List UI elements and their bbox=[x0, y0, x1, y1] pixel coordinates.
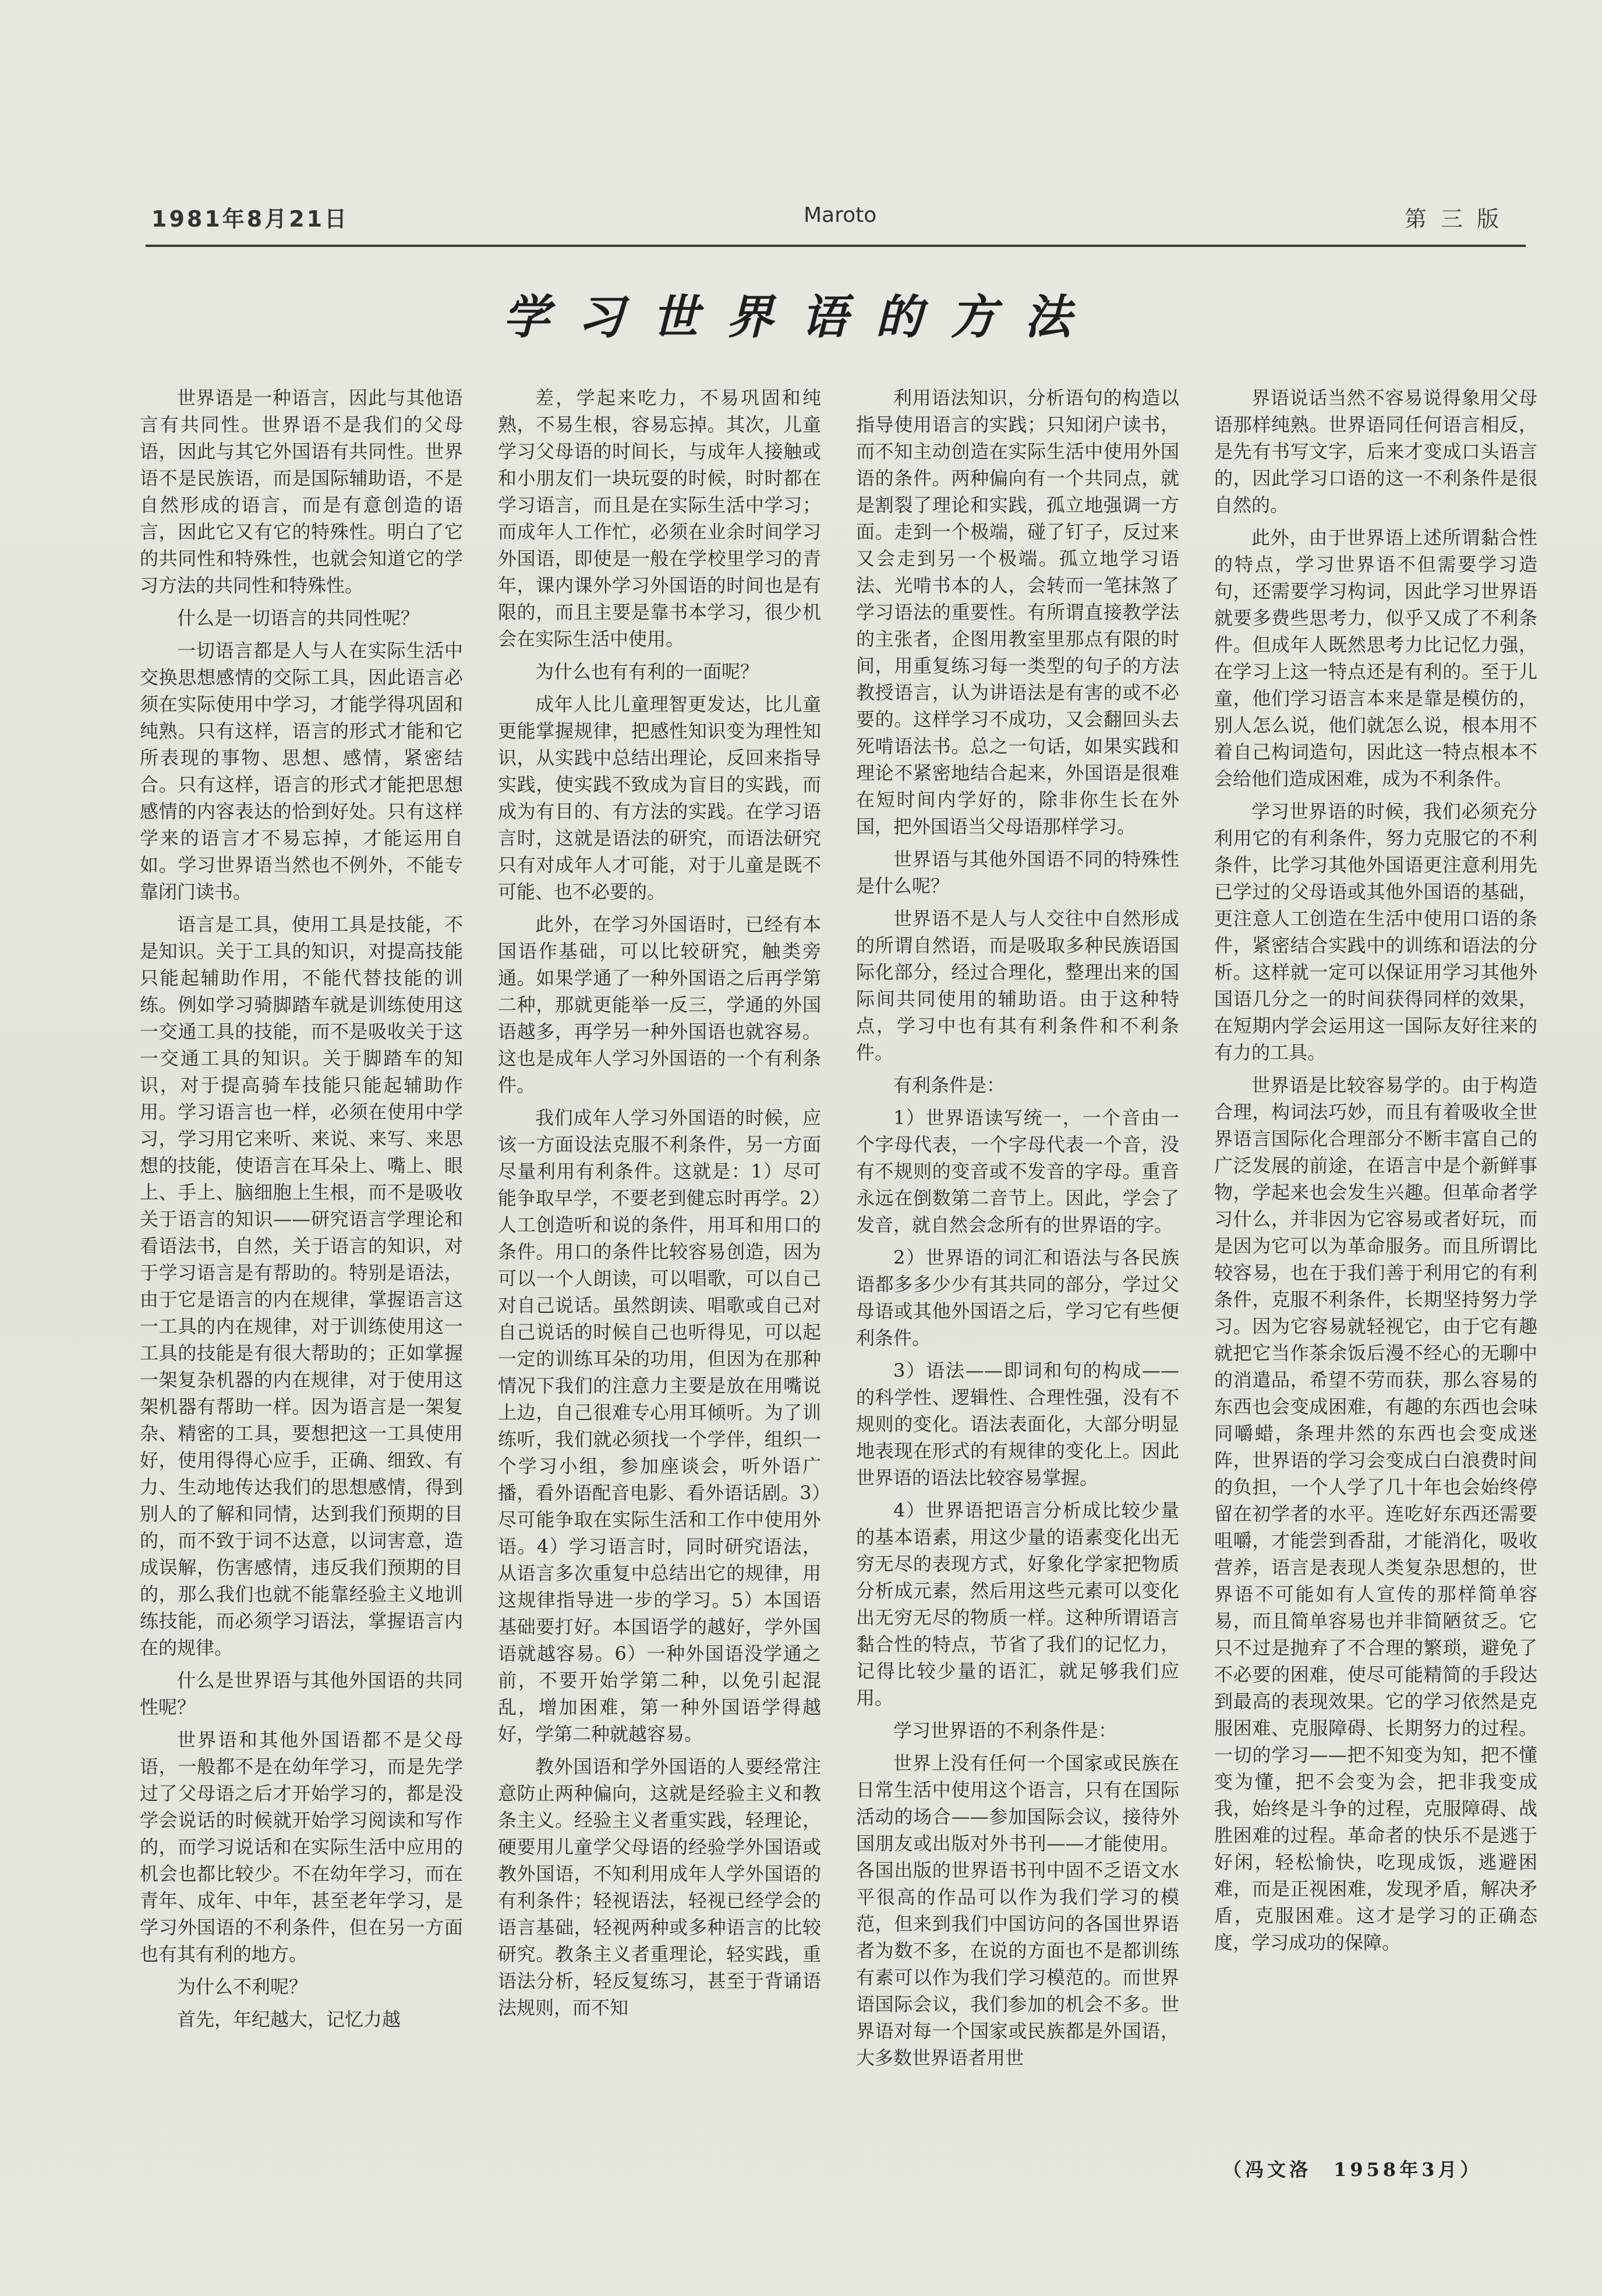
article-paragraph: 有利条件是： bbox=[893, 1074, 1006, 1096]
article-column-3 bbox=[856, 384, 1179, 2155]
article-byline: （冯文洛 1958年3月） bbox=[1223, 2159, 1483, 2181]
article-paragraph: 教外国语和学外国语的人要经常注意防止两种偏向，这就是经验主义和教条主义。经验主义者重实践，轻理论，硬要用儿童学父母语的经验学外国语或教外国语，不知利用成年人学外国语的有利条件；轻视语法，轻视已经学会的语言基础，轻视两种或多种语言的比较研究。教条主义者重理论，轻实践，重语法分析，轻反复练习，甚至于背诵语法规则，而不知 bbox=[498, 1755, 821, 2019]
article-paragraph: 世界语和其他外国语都不是父母语，一般都不是在幼年学习，而是先学过了父母语之后才开始学习的，都是没学会说话的时候就开始学习阅读和写作的，而学习说话和在实际生活中应用的机会也都比较少。不在幼年学习，而在青年、成年、中年，甚至老年学习，是学习外国语的不利条件，但在另一方面也有其有利的地方。 bbox=[140, 1729, 463, 1965]
article-column-4 bbox=[1214, 384, 1537, 2155]
article-paragraph: 3）语法——即词和句的构成——的科学性、逻辑性、合理性强，没有不规则的变化。语法表面化，大部分明显地表现在形式的有规律的变化上。因此世界语的语法比较容易掌握。 bbox=[856, 1359, 1179, 1489]
article-headline: 学习世界语的方法 bbox=[503, 290, 1099, 344]
article-paragraph: 界语说话当然不容易说得象用父母语那样纯熟。世界语同任何语言相反，是先有书写文字，后来才变成口头语言的，因此学习口语的这一不利条件是很自然的。 bbox=[1214, 387, 1537, 516]
article-paragraph: 4）世界语把语言分析成比较少量的基本语素，用这少量的语素变化出无穷无尽的表现方式，好象化学家把物质分析成元素，然后用这些元素可以变化出无穷无尽的物质一样。这种所谓语言黏合性的特点，节省了我们的记忆力，记得比较少量的语汇，就足够我们应用。 bbox=[856, 1499, 1179, 1709]
article-paragraph: 一切语言都是人与人在实际生活中交换思想感情的交际工具，因此语言必须在实际使用中学习，才能学得巩固和纯熟。只有这样，语言的形式才能和它所表现的事物、思想、感情，紧密结合。只有这样，语言的形式才能把思想感情的内容表达的恰到好处。只有这样学来的语言才不易忘掉，才能运用自如。学习世界语当然也不例外，不能专靠闭门读书。 bbox=[140, 640, 463, 903]
masthead-rule bbox=[146, 245, 1526, 247]
article-paragraph: 成年人比儿童理智更发达，比儿童更能掌握规律，把感性知识变为理性知识，从实践中总结出理论，反回来指导实践，使实践不致成为盲目的实践，而成为有目的、有方法的实践。在学习语言时，这就是语法的研究，而语法研究只有对成年人才可能，对于儿童是既不可能、也不必要的。 bbox=[498, 693, 821, 903]
article-paragraph: 世界语是比较容易学的。由于构造合理，构词法巧妙，而且有着吸收全世界语言国际化合理部分不断丰富自己的广泛发展的前途，在语言中是个新鲜事物，学起来也会发生兴趣。但革命者学习什么，并非因为它容易或者好玩，而是因为它可以为革命服务。而且所谓比较容易，也在于我们善于利用它的有利条件，克服不利条件，长期坚持努力学习。因为它容易就轻视它，由于它有趣就把它当作茶余饭后漫不经心的无聊中的消遣品，希望不劳而获，那么容易的东西也会变成困难，有趣的东西也会味同嚼蜡，条理井然的东西也会变成迷阵，世界语的学习会变成白白浪费时间的负担，一个人学了几十年也会始终停留在初学者的水平。连吃好东西还需要咀嚼，才能尝到香甜，才能消化，吸收营养，语言是表现人类复杂思想的，世界语不可能如有人宣传的那样简单容易，而且简单容易也并非简陋贫乏。它只不过是抛弃了不合理的繁琐，避免了不必要的困难，使尽可能精简的手段达到最高的表现效果。它的学习依然是克服困难、克服障碍、长期努力的过程。一切的学习——把不知变为知，把不懂变为懂，把不会变为会，把非我变成我，始终是斗争的过程，克服障碍、战胜困难的过程。革命者的快乐不是逃于好闲，轻松愉快，吃现成饭，逃避困难，而是正视困难，发现矛盾，解决矛盾，克服困难。这才是学习的正确态度，学习成功的保障。 bbox=[1214, 1074, 1537, 1954]
article-columns bbox=[140, 384, 1537, 2155]
article-paragraph: 世界语是一种语言，因此与其他语言有共同性。世界语不是我们的父母语，因此与其它外国语有共同性。世界语不是民族语，而是国际辅助语，不是自然形成的语言，而是有意创造的语言，因此它又有它的特殊性。明白了它的共同性和特殊性，也就会知道它的学习方法的共同性和特殊性。 bbox=[140, 387, 463, 596]
page-number: 第 三 版 bbox=[1404, 206, 1502, 232]
article-column-1 bbox=[140, 384, 463, 2155]
issue-date: 1981年8月21日 bbox=[151, 206, 349, 232]
article-paragraph: 为什么不利呢？ bbox=[177, 1976, 308, 1998]
article-paragraph: 学习世界语的不利条件是： bbox=[893, 1719, 1117, 1742]
article-paragraph: 1）世界语读写统一，一个音由一个字母代表，一个字母代表一个音，没有不规则的变音或不发音的字母。重音永远在倒数第二音节上。因此，学会了发音，就自然会念所有的世界语的字。 bbox=[856, 1107, 1179, 1236]
article-paragraph: 差，学起来吃力，不易巩固和纯熟，不易生根，容易忘掉。其次，儿童学习父母语的时间长，与成年人接触或和小朋友们一块玩耍的时候，时时都在学习语言，而且是在实际生活中学习；而成年人工作忙，必须在业余时间学习外国语，即使是一般在学校里学习的青年，课内课外学习外国语的时间也是有限的，而且主要是靠书本学习，很少机会在实际生活中使用。 bbox=[498, 387, 821, 650]
article-paragraph: 此外，由于世界语上述所谓黏合性的特点，学习世界语不但需要学习造句，还需要学习构词，因此学习世界语就要多费些思考力，似乎又成了不利条件。但成年人既然思考力比记忆力强，在学习上这一特点还是有利的。至于儿童，他们学习语言本来是靠是模仿的，别人怎么说，他们就怎么说，根本用不着自己构词造句，因此这一特点根本不会给他们造成困难，成为不利条件。 bbox=[1214, 527, 1537, 790]
article-paragraph: 世界上没有任何一个国家或民族在日常生活中使用这个语言，只有在国际活动的场合——参加国际会议，接待外国朋友或出版对外书刊——才能使用。各国出版的世界语书刊中固不乏语文水平很高的作品可以作为我们学习的模范，但来到我们中国访问的各国世界语者为数不多，在说的方面也不是都训练有素可以作为我们学习模范的。而世界语国际会议，我们参加的机会不多。世界语对每一个国家或民族都是外国语，大多数世界语者用世 bbox=[856, 1752, 1179, 2069]
article-paragraph: 首先，年纪越大，记忆力越 bbox=[177, 2008, 401, 2030]
article-column-2 bbox=[498, 384, 821, 2155]
paper-name: Maroto bbox=[804, 203, 877, 227]
article-paragraph: 世界语不是人与人交往中自然形成的所谓自然语，而是吸取多种民族语国际化部分，经过合理化，整理出来的国际间共同使用的辅助语。由于这种特点，学习中也有其有利条件和不利条件。 bbox=[856, 907, 1179, 1064]
article-paragraph: 语言是工具，使用工具是技能，不是知识。关于工具的知识，对提高技能只能起辅助作用，不能代替技能的训练。例如学习骑脚踏车就是训练使用这一交通工具的技能，而不是吸收关于这一交通工具的知识。关于脚踏车的知识，对于提高骑车技能只能起辅助作用。学习语言也一样，必须在使用中学习，学习用它来听、来说、来写、来思想的技能，使语言在耳朵上、嘴上、眼上、手上、脑细胞上生根，而不是吸收关于语言的知识——研究语言学理论和看语法书，自然，关于语言的知识，对于学习语言是有帮助的。特别是语法，由于它是语言的内在规律，掌握语言这一工具的内在规律，对于训练使用这一工具的技能是有很大帮助的；正如掌握一架复杂机器的内在规律，对于使用这架机器有帮助一样。因为语言是一架复杂、精密的工具，要想把这一工具使用好，使用得得心应手，正确、细致、有力、生动地传达我们的思想感情，得到别人的了解和同情，达到我们预期的目的，而不致于词不达意，以词害意，造成误解，伤害感情，违反我们预期的目的，那么我们也就不能靠经验主义地训练技能，而必须学习语法，掌握语言内在的规律。 bbox=[140, 913, 463, 1659]
article-paragraph: 为什么也有有利的一面呢？ bbox=[535, 660, 759, 683]
article-paragraph: 此外，在学习外国语时，已经有本国语作基础，可以比较研究，触类旁通。如果学通了一种外国语之后再学第二种，那就更能举一反三，学通的外国语越多，再学另一种外国语也就容易。这也是成年人学习外国语的一个有利条件。 bbox=[498, 913, 821, 1096]
article-paragraph: 我们成年人学习外国语的时候，应该一方面设法克服不利条件，另一方面尽量利用有利条件。这就是：1）尽可能争取早学，不要老到健忘时再学。2）人工创造听和说的条件，用耳和用口的条件。用口的条件比较容易创造，因为可以一个人朗读，可以唱歌，可以自己对自己说话。虽然朗读、唱歌或自己对自己说话的时候自己也听得见，可以起一定的训练耳朵的功用，但因为在那种情况下我们的注意力主要是放在用嘴说上边，自己很难专心用耳倾听。为了训练听，我们就必须找一个学伴，组织一个学习小组，参加座谈会，听外语广播，看外语配音电影、看外语话剧。3）尽可能争取在实际生活和工作中使用外语。4）学习语言时，同时研究语法，从语言多次重复中总结出它的规律，用这规律指导进一步的学习。5）本国语基础要打好。本国语学的越好，学外国语就越容易。6）一种外国语没学通之前，不要开始学第二种，以免引起混乱，增加困难，第一种外国语学得越好，学第二种就越容易。 bbox=[498, 1107, 821, 1745]
article-paragraph: 2）世界语的词汇和语法与各民族语都多多少少有其共同的部分，学过父母语或其他外国语之后，学习它有些便利条件。 bbox=[856, 1246, 1179, 1349]
article-paragraph: 什么是一切语言的共同性呢？ bbox=[177, 607, 420, 629]
article-paragraph: 世界语与其他外国语不同的特殊性是什么呢？ bbox=[856, 848, 1179, 897]
article-paragraph: 学习世界语的时候，我们必须充分利用它的有利条件，努力克服它的不利条件，比学习其他外国语更注意利用先已学过的父母语或其他外国语的基础，更注意人工创造在生活中使用口语的条件，紧密结合实践中的训练和语法的分析。这样就一定可以保证用学习其他外国语几分之一的时间获得同样的效果，在短期内学会运用这一国际友好往来的有力的工具。 bbox=[1214, 800, 1537, 1064]
article-paragraph: 利用语法知识，分析语句的构造以指导使用语言的实践；只知闭户读书，而不知主动创造在实际生活中使用外国语的条件。两种偏向有一个共同点，就是割裂了理论和实践，孤立地强调一方面。走到一个极端，碰了钉子，反过来又会走到另一个极端。孤立地学习语法、光啃书本的人，会转而一笔抹煞了学习语法的重要性。有所谓直接教学法的主张者，企图用教室里那点有限的时间，用重复练习每一类型的句子的方法教授语言，认为讲语法是有害的或不必要的。这样学习不成功，又会翻回头去死啃语法书。总之一句话，如果实践和理论不紧密地结合起来，外国语是很难在短时间内学好的，除非你生长在外国，把外国语当父母语那样学习。 bbox=[856, 387, 1179, 838]
masthead bbox=[140, 195, 1537, 236]
article-paragraph: 什么是世界语与其他外国语的共同性呢？ bbox=[140, 1669, 463, 1718]
